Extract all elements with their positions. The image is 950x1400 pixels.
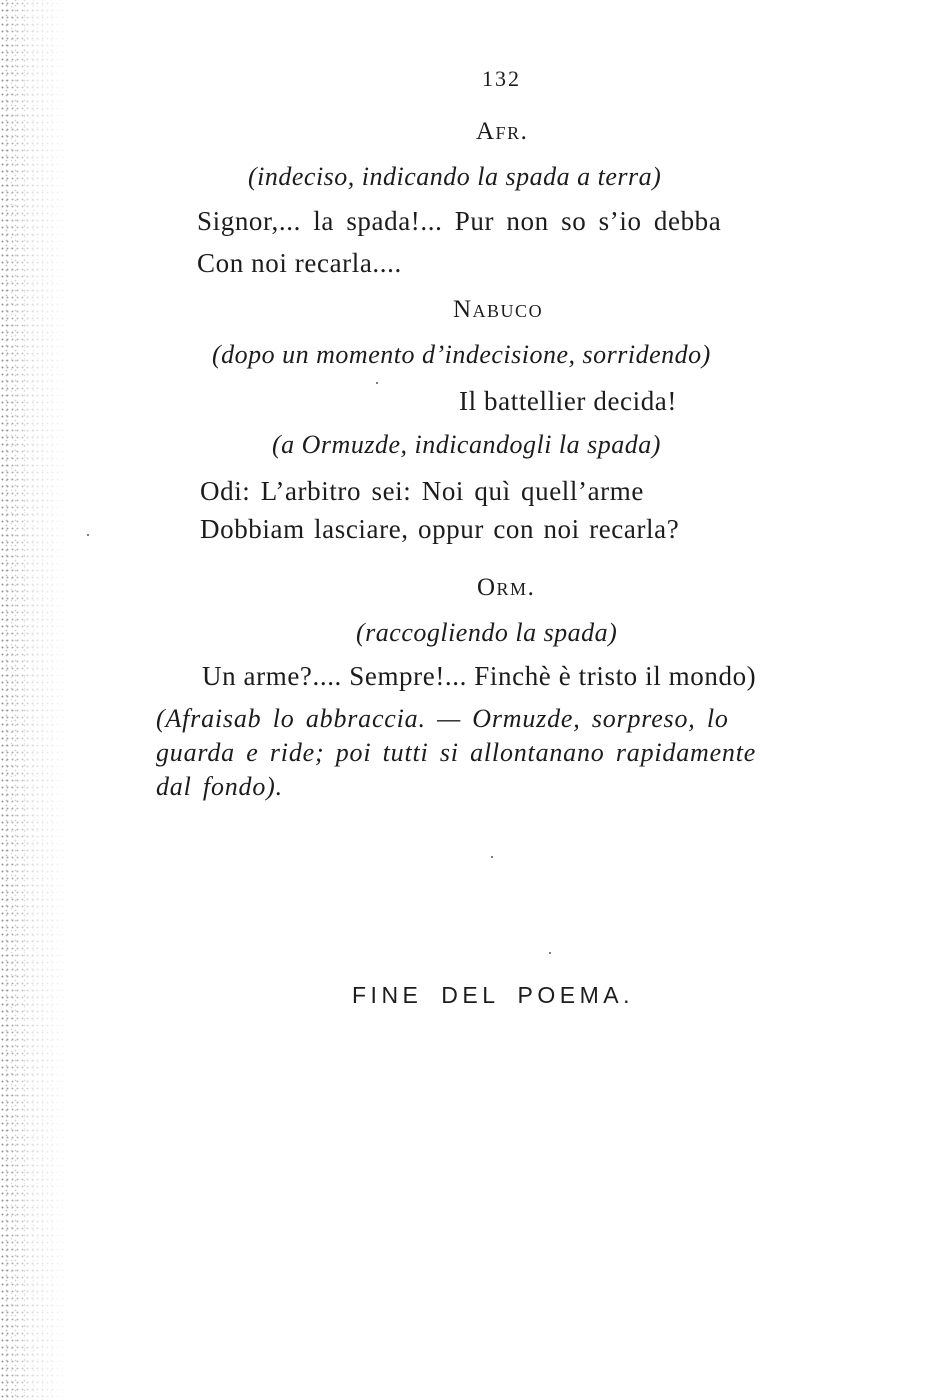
page-number: 132 (482, 66, 521, 91)
verse-line: Un arme?.... Sempre!... Finchè è tristo il mondo) (202, 661, 757, 691)
stage-direction: (a Ormuzde, indicandogli la spada) (272, 430, 661, 459)
verse-line: Con noi recarla.... (197, 248, 402, 278)
speaker-nabuco: Nabuco (453, 296, 544, 323)
verse-line: Odi: L’arbitro sei: Noi quì quell’arme (200, 476, 644, 506)
scan-speck (491, 856, 493, 858)
stage-direction: (indeciso, indicando la spada a terra) (248, 162, 662, 191)
scan-speck (87, 534, 89, 536)
scan-speck (376, 382, 378, 384)
stage-direction: (raccogliendo la spada) (356, 618, 618, 647)
closing-title: FINE DEL POEMA. (352, 982, 635, 1008)
speaker-afr: Afr. (476, 118, 529, 145)
scan-speck (549, 952, 551, 954)
stage-note-line: dal fondo). (156, 772, 283, 801)
verse-line: Il battellier decida! (459, 386, 677, 416)
verse-line: Dobbiam lasciare, oppur con noi recarla? (200, 514, 680, 544)
speaker-orm: Orm. (477, 574, 536, 601)
verse-line: Signor,... la spada!... Pur non so s’io debba (197, 206, 722, 236)
stage-direction: (dopo un momento d’indecisione, sorridendo) (212, 340, 711, 369)
stage-note-line: guarda e ride; poi tutti si allontanano rapidamente (156, 738, 757, 767)
stage-note-line: (Afraisab lo abbraccia. — Ormuzde, sorpreso, lo (156, 704, 729, 733)
scan-edge-noise (0, 0, 70, 1400)
